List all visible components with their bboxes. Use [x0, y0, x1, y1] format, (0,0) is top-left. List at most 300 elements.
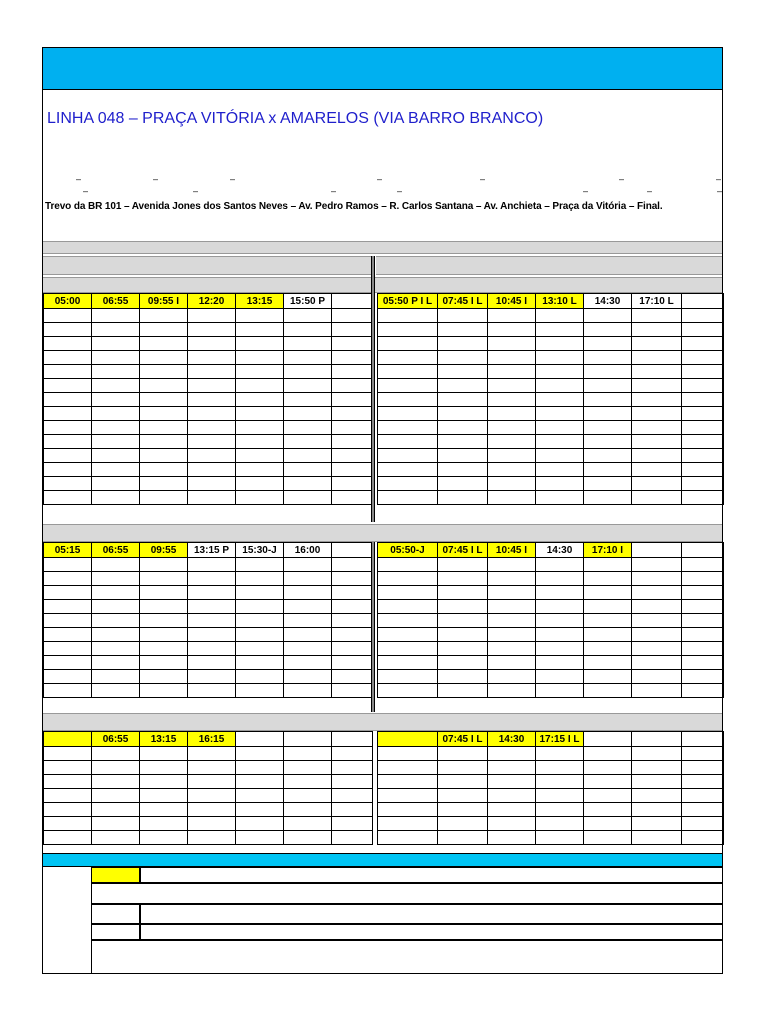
table-cell [236, 761, 284, 775]
table-cell [284, 449, 332, 463]
table-cell [188, 831, 236, 845]
table-cell [92, 656, 140, 670]
departure-time [236, 732, 284, 747]
table-cell [188, 817, 236, 831]
table-cell [284, 379, 332, 393]
table-cell [488, 477, 536, 491]
table-cell [92, 642, 140, 656]
table-cell [488, 628, 536, 642]
table-cell [584, 491, 632, 505]
table-cell [536, 656, 584, 670]
table-cell [632, 463, 682, 477]
table-cell [332, 365, 373, 379]
table-cell [236, 614, 284, 628]
table-cell [140, 393, 188, 407]
table-cell [536, 407, 584, 421]
table-cell [536, 449, 584, 463]
table-cell [536, 614, 584, 628]
table-cell [236, 656, 284, 670]
table-cell [682, 393, 724, 407]
table-cell [188, 586, 236, 600]
section-band [43, 241, 722, 254]
table-row [378, 684, 724, 698]
table-cell [44, 379, 92, 393]
table-cell [236, 600, 284, 614]
table-cell [188, 421, 236, 435]
table-cell [488, 463, 536, 477]
table-cell [44, 421, 92, 435]
table-cell [236, 309, 284, 323]
table-cell [92, 365, 140, 379]
table-cell [682, 309, 724, 323]
table-cell [378, 628, 438, 642]
route-dash: – [619, 174, 625, 184]
table-cell [44, 365, 92, 379]
legend-color-swatch [91, 867, 140, 883]
table-cell [632, 628, 682, 642]
departure-time: 14:30 [584, 294, 632, 309]
table-cell [378, 421, 438, 435]
table-cell [236, 558, 284, 572]
table-cell [140, 407, 188, 421]
table-cell [92, 684, 140, 698]
table-row [378, 656, 724, 670]
table-cell [536, 586, 584, 600]
table-cell [584, 379, 632, 393]
departure-time [584, 732, 632, 747]
table-cell [438, 309, 488, 323]
table-cell [632, 351, 682, 365]
table-cell [632, 747, 682, 761]
table-cell [682, 449, 724, 463]
table-cell [488, 670, 536, 684]
table-cell [488, 642, 536, 656]
table-cell [438, 803, 488, 817]
table-cell [236, 775, 284, 789]
table-cell [438, 572, 488, 586]
table-cell [236, 379, 284, 393]
table-cell [236, 351, 284, 365]
table-cell [44, 337, 92, 351]
table-cell [488, 407, 536, 421]
table-cell [284, 684, 332, 698]
table-cell [584, 817, 632, 831]
table-row [44, 309, 373, 323]
table-cell [140, 684, 188, 698]
table-cell [536, 379, 584, 393]
table-cell [584, 477, 632, 491]
table-cell [632, 789, 682, 803]
table-cell [140, 421, 188, 435]
departure-time [682, 294, 724, 309]
route-dash: – [480, 174, 486, 184]
table-cell [438, 586, 488, 600]
table-cell [632, 449, 682, 463]
table-cell [536, 803, 584, 817]
table-cell [284, 558, 332, 572]
table-cell [488, 831, 536, 845]
table-cell [284, 393, 332, 407]
table-cell [438, 558, 488, 572]
table-cell [438, 656, 488, 670]
table-cell [188, 747, 236, 761]
table-cell [140, 831, 188, 845]
table-cell [188, 323, 236, 337]
table-cell [584, 449, 632, 463]
table-cell [44, 463, 92, 477]
table-cell [682, 491, 724, 505]
table-cell [284, 789, 332, 803]
table-cell [536, 309, 584, 323]
table-row [44, 656, 373, 670]
table-cell [438, 351, 488, 365]
table-cell [632, 600, 682, 614]
table-cell [378, 803, 438, 817]
table-cell [632, 803, 682, 817]
table-cell [682, 572, 724, 586]
table-cell [92, 558, 140, 572]
table-row [378, 323, 724, 337]
table-row [378, 393, 724, 407]
table-cell [284, 670, 332, 684]
table-cell [332, 614, 373, 628]
table-cell [284, 407, 332, 421]
table-cell [488, 803, 536, 817]
table-row [44, 491, 373, 505]
table-cell [378, 463, 438, 477]
table-cell [584, 761, 632, 775]
table-cell [188, 670, 236, 684]
table-cell [584, 684, 632, 698]
table-cell [378, 747, 438, 761]
table-cell [188, 572, 236, 586]
departure-row [44, 543, 373, 558]
table-cell [188, 684, 236, 698]
table-cell [332, 789, 373, 803]
departure-time [44, 732, 92, 747]
table-cell [378, 789, 438, 803]
table-cell [632, 831, 682, 845]
departure-time: 15:30-J [236, 543, 284, 558]
departure-time [682, 732, 724, 747]
table-cell [438, 614, 488, 628]
table-cell [536, 365, 584, 379]
table-cell [284, 572, 332, 586]
table-cell [488, 379, 536, 393]
table-cell [584, 309, 632, 323]
table-cell [188, 309, 236, 323]
table-row [44, 337, 373, 351]
table-cell [284, 761, 332, 775]
table-cell [536, 337, 584, 351]
table-cell [488, 449, 536, 463]
table-cell [378, 558, 438, 572]
table-cell [488, 761, 536, 775]
table-cell [682, 463, 724, 477]
table-cell [682, 586, 724, 600]
departure-time: 05:50-J [378, 543, 438, 558]
table-row [378, 572, 724, 586]
table-cell [438, 435, 488, 449]
legend-key [91, 904, 140, 924]
table-cell [44, 656, 92, 670]
table-row [378, 817, 724, 831]
table-cell [92, 379, 140, 393]
table-cell [378, 831, 438, 845]
table-row [44, 684, 373, 698]
section-band [43, 277, 722, 293]
table-cell [284, 628, 332, 642]
table-row [44, 449, 373, 463]
table-cell [236, 407, 284, 421]
table-cell [682, 761, 724, 775]
table-cell [92, 407, 140, 421]
table-cell [236, 463, 284, 477]
table-cell [332, 309, 373, 323]
table-cell [632, 337, 682, 351]
table-cell [140, 628, 188, 642]
table-cell [378, 407, 438, 421]
table-cell [332, 670, 373, 684]
table-cell [632, 684, 682, 698]
departure-row [378, 294, 724, 309]
table-cell [284, 477, 332, 491]
table-row [378, 789, 724, 803]
table-cell [92, 614, 140, 628]
table-cell [236, 477, 284, 491]
departure-row [44, 294, 373, 309]
route-dash: – [83, 186, 89, 196]
table-cell [332, 407, 373, 421]
table-row [44, 761, 373, 775]
table-cell [92, 803, 140, 817]
table-row [44, 435, 373, 449]
route-dash: – [716, 174, 722, 184]
table-row [378, 351, 724, 365]
legend-bar [43, 853, 722, 867]
table-cell [536, 572, 584, 586]
table-cell [44, 670, 92, 684]
table-cell [92, 477, 140, 491]
table-cell [584, 586, 632, 600]
table-cell [378, 656, 438, 670]
table-cell [378, 449, 438, 463]
table-cell [92, 491, 140, 505]
table-cell [438, 491, 488, 505]
table-cell [332, 775, 373, 789]
table-cell [140, 670, 188, 684]
table-row [378, 491, 724, 505]
table-row [44, 463, 373, 477]
table-cell [438, 747, 488, 761]
departure-time [378, 732, 438, 747]
departure-time [332, 543, 373, 558]
table-cell [682, 365, 724, 379]
table-cell [140, 435, 188, 449]
table-row [378, 586, 724, 600]
departure-time: 05:15 [44, 543, 92, 558]
table-cell [632, 656, 682, 670]
table-cell [44, 351, 92, 365]
table-row [378, 558, 724, 572]
table-cell [284, 831, 332, 845]
table-cell [44, 628, 92, 642]
table-cell [236, 337, 284, 351]
table-cell [284, 642, 332, 656]
table-cell [682, 775, 724, 789]
departure-time [284, 732, 332, 747]
table-cell [632, 761, 682, 775]
table-cell [584, 656, 632, 670]
table-row [378, 670, 724, 684]
departure-time: 10:45 I [488, 294, 536, 309]
table-row [378, 379, 724, 393]
departure-row [378, 732, 724, 747]
table-row [378, 600, 724, 614]
departure-time: 13:15 [140, 732, 188, 747]
table-cell [332, 351, 373, 365]
table-cell [682, 684, 724, 698]
table-cell [584, 614, 632, 628]
table-cell [536, 477, 584, 491]
table-cell [438, 831, 488, 845]
departure-row [44, 732, 373, 747]
table-cell [188, 435, 236, 449]
departure-time: 07:45 I L [438, 543, 488, 558]
table-cell [438, 670, 488, 684]
direction-band-left [43, 256, 371, 275]
table-row [378, 435, 724, 449]
table-cell [488, 421, 536, 435]
table-cell [332, 491, 373, 505]
table-cell [536, 747, 584, 761]
table-cell [584, 463, 632, 477]
table-cell [682, 407, 724, 421]
departure-time: 14:30 [488, 732, 536, 747]
table-cell [682, 600, 724, 614]
departure-time: 07:45 I L [438, 294, 488, 309]
table-cell [44, 586, 92, 600]
table-cell [44, 684, 92, 698]
table-cell [632, 309, 682, 323]
table-cell [682, 323, 724, 337]
departure-time: 05:00 [44, 294, 92, 309]
table-cell [140, 491, 188, 505]
table-cell [44, 761, 92, 775]
table-cell [378, 572, 438, 586]
table-cell [332, 558, 373, 572]
table-cell [438, 789, 488, 803]
table-cell [378, 491, 438, 505]
table-cell [284, 656, 332, 670]
table-cell [140, 656, 188, 670]
table-row [378, 365, 724, 379]
table-cell [584, 600, 632, 614]
departure-time: 07:45 I L [438, 732, 488, 747]
table-cell [284, 463, 332, 477]
table-cell [438, 365, 488, 379]
table-cell [488, 614, 536, 628]
table-cell [682, 817, 724, 831]
table-cell [438, 761, 488, 775]
table-cell [44, 393, 92, 407]
legend-row [91, 883, 723, 904]
table-cell [488, 775, 536, 789]
table-cell [188, 614, 236, 628]
departure-time: 06:55 [92, 732, 140, 747]
table-cell [536, 421, 584, 435]
table-cell [236, 817, 284, 831]
table-cell [44, 775, 92, 789]
schedule-grid-left [43, 731, 373, 845]
table-cell [140, 614, 188, 628]
table-cell [284, 337, 332, 351]
departure-time [332, 732, 373, 747]
table-cell [438, 775, 488, 789]
table-cell [332, 421, 373, 435]
table-cell [438, 393, 488, 407]
table-row [44, 421, 373, 435]
table-cell [332, 379, 373, 393]
table-cell [584, 789, 632, 803]
table-row [378, 337, 724, 351]
table-cell [438, 379, 488, 393]
table-cell [284, 803, 332, 817]
table-cell [378, 817, 438, 831]
table-row [378, 421, 724, 435]
table-cell [332, 463, 373, 477]
table-cell [140, 803, 188, 817]
section-band [43, 524, 722, 542]
table-cell [188, 337, 236, 351]
table-cell [92, 670, 140, 684]
table-cell [438, 628, 488, 642]
column-divider [371, 542, 375, 712]
table-row [378, 642, 724, 656]
departure-time: 12:20 [188, 294, 236, 309]
table-cell [44, 600, 92, 614]
table-cell [584, 558, 632, 572]
table-cell [584, 393, 632, 407]
table-cell [632, 393, 682, 407]
table-cell [44, 642, 92, 656]
table-cell [332, 747, 373, 761]
table-cell [488, 600, 536, 614]
table-cell [140, 761, 188, 775]
table-cell [378, 309, 438, 323]
legend-notes [91, 940, 723, 974]
table-cell [236, 491, 284, 505]
table-cell [188, 449, 236, 463]
table-cell [236, 421, 284, 435]
table-cell [332, 656, 373, 670]
column-divider [371, 256, 375, 522]
table-cell [488, 309, 536, 323]
table-cell [284, 614, 332, 628]
departure-time: 13:15 [236, 294, 284, 309]
table-cell [632, 477, 682, 491]
departure-time: 16:00 [284, 543, 332, 558]
table-cell [44, 789, 92, 803]
header-bar [43, 48, 722, 90]
table-cell [236, 365, 284, 379]
table-cell [188, 463, 236, 477]
table-cell [682, 379, 724, 393]
table-cell [332, 817, 373, 831]
table-cell [488, 586, 536, 600]
table-cell [584, 351, 632, 365]
page-title: LINHA 048 – PRAÇA VITÓRIA x AMARELOS (VIA BARRO BRANCO) [47, 110, 544, 127]
